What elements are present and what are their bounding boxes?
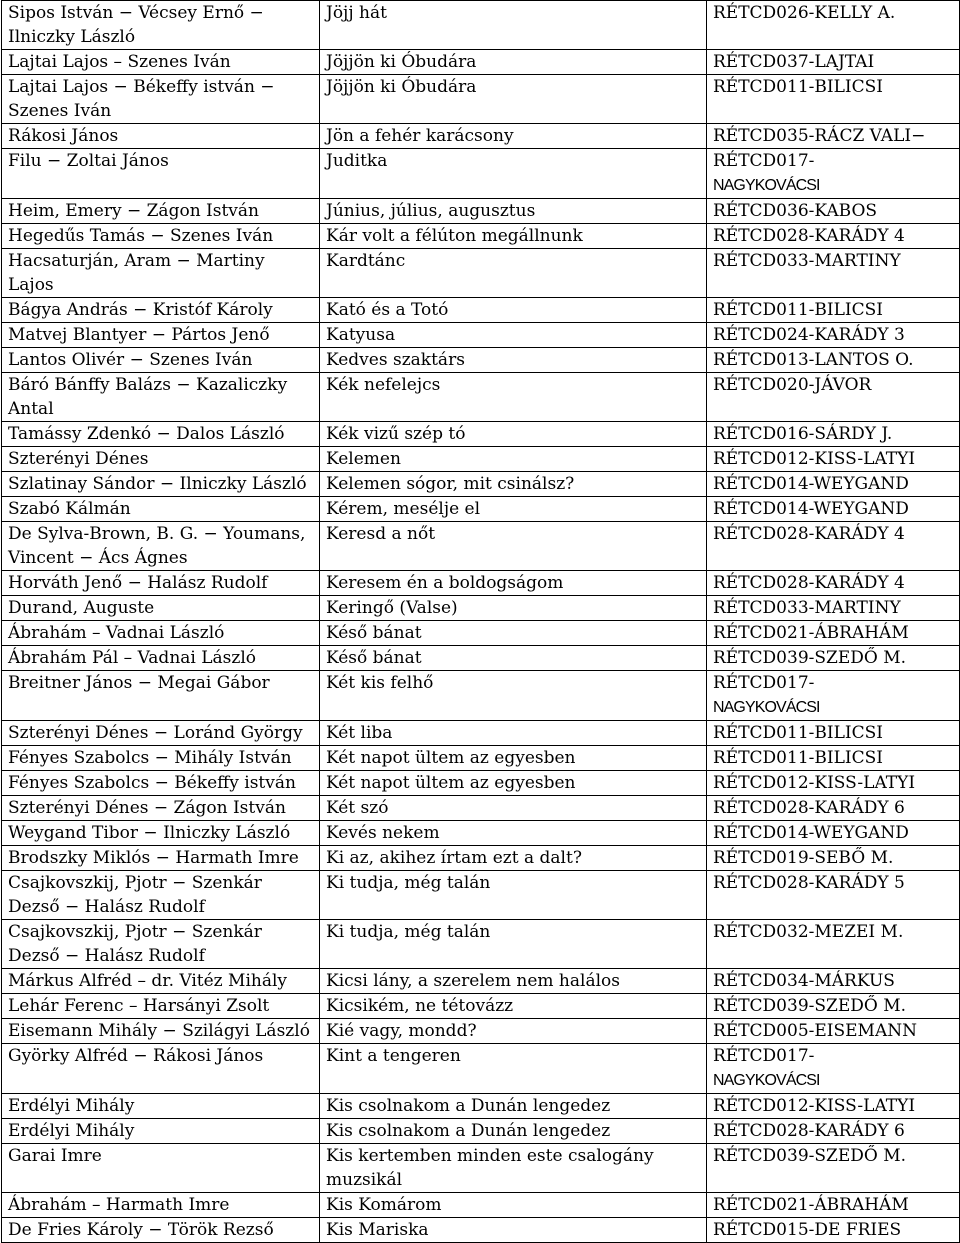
song-title-cell: Késő bánat: [320, 646, 707, 671]
cd-code-cell: RÉTCD028-KARÁDY 5: [707, 871, 960, 920]
composer-cell: Györky Alfréd − Rákosi János: [2, 1044, 320, 1094]
table-row: [2, 1144, 960, 1193]
table-row: [2, 75, 960, 124]
table-row: [2, 746, 960, 771]
cd-code-cell: RÉTCD036-KABOS: [707, 199, 960, 224]
cd-code-cell: RÉTCD014-WEYGAND: [707, 497, 960, 522]
cd-code-cell: RÉTCD039-SZEDŐ M.: [707, 646, 960, 671]
cd-code-cell: RÉTCD028-KARÁDY 4: [707, 224, 960, 249]
composer-cell: Breitner János − Megai Gábor: [2, 671, 320, 721]
cd-code-cell: RÉTCD011-BILICSI: [707, 721, 960, 746]
composer-cell: Hegedűs Tamás − Szenes Iván: [2, 224, 320, 249]
cd-code-cell: RÉTCD028-KARÁDY 4: [707, 522, 960, 571]
song-title-cell: Két napot ültem az egyesben: [320, 746, 707, 771]
composer-cell: Szterényi Dénes − Loránd György: [2, 721, 320, 746]
song-title-cell: Ki tudja, még talán: [320, 871, 707, 920]
cd-code-text: RÉTCD017-: [713, 1046, 815, 1066]
cd-code-cell: RÉTCD012-KISS-LATYI: [707, 771, 960, 796]
song-title-cell: Két szó: [320, 796, 707, 821]
composer-cell: Ábrahám – Vadnai László: [2, 621, 320, 646]
cd-code-continuation: NAGYKOVÁCSI: [713, 699, 820, 716]
table-row: [2, 1044, 960, 1094]
composer-cell: Erdélyi Mihály: [2, 1119, 320, 1144]
song-title-cell: Keresem én a boldogságom: [320, 571, 707, 596]
song-list-body: [2, 1, 960, 1243]
cd-code-cell: RÉTCD021-ÁBRAHÁM: [707, 621, 960, 646]
table-row: [2, 721, 960, 746]
cd-code-cell: RÉTCD005-EISEMANN: [707, 1019, 960, 1044]
song-title-cell: Kié vagy, mondd?: [320, 1019, 707, 1044]
composer-cell: Lajtai Lajos − Békeffy istván − Szenes Iván: [2, 75, 320, 124]
composer-cell: Heim, Emery − Zágon István: [2, 199, 320, 224]
table-row: [2, 522, 960, 571]
composer-cell: Szabó Kálmán: [2, 497, 320, 522]
song-title-cell: Kedves szaktárs: [320, 348, 707, 373]
table-row: [2, 969, 960, 994]
table-row: [2, 497, 960, 522]
song-title-cell: Jöjjön ki Óbudára: [320, 75, 707, 124]
composer-cell: Csajkovszkij, Pjotr − Szenkár Dezső − Halász Rudolf: [2, 920, 320, 969]
composer-cell: Szterényi Dénes − Zágon István: [2, 796, 320, 821]
song-title-cell: Kis csolnakom a Dunán lengedez: [320, 1094, 707, 1119]
composer-cell: Márkus Alfréd – dr. Vitéz Mihály: [2, 969, 320, 994]
cd-code-cell: RÉTCD012-KISS-LATYI: [707, 447, 960, 472]
table-row: [2, 1019, 960, 1044]
composer-cell: Sipos István − Vécsey Ernő − Ilniczky László: [2, 1, 320, 50]
composer-cell: Eisemann Mihály − Szilágyi László: [2, 1019, 320, 1044]
table-row: [2, 348, 960, 373]
table-row: [2, 373, 960, 422]
composer-cell: Durand, Auguste: [2, 596, 320, 621]
song-title-cell: Ki az, akihez írtam ezt a dalt?: [320, 846, 707, 871]
song-title-cell: Kicsikém, ne tétovázz: [320, 994, 707, 1019]
song-title-cell: Jön a fehér karácsony: [320, 124, 707, 149]
song-title-cell: Kis kertemben minden este csalogány muzsikál: [320, 1144, 707, 1193]
table-row: [2, 323, 960, 348]
song-title-cell: Két napot ültem az egyesben: [320, 771, 707, 796]
song-title-cell: Jöjj hát: [320, 1, 707, 50]
cd-code-cell: RÉTCD033-MARTINY: [707, 249, 960, 298]
song-title-cell: Jöjjön ki Óbudára: [320, 50, 707, 75]
composer-cell: Tamássy Zdenkó − Dalos László: [2, 422, 320, 447]
cd-code-cell: RÉTCD032-MEZEI M.: [707, 920, 960, 969]
table-row: [2, 1193, 960, 1218]
cd-code-cell: RÉTCD033-MARTINY: [707, 596, 960, 621]
composer-cell: Matvej Blantyer − Pártos Jenő: [2, 323, 320, 348]
composer-cell: Hacsaturján, Aram − Martiny Lajos: [2, 249, 320, 298]
cd-code-cell: RÉTCD039-SZEDŐ M.: [707, 1144, 960, 1193]
table-row: [2, 920, 960, 969]
cd-code-text: RÉTCD017-: [713, 673, 815, 693]
composer-cell: Csajkovszkij, Pjotr − Szenkár Dezső − Halász Rudolf: [2, 871, 320, 920]
song-title-cell: Kérem, mesélje el: [320, 497, 707, 522]
song-title-cell: Kicsi lány, a szerelem nem halálos: [320, 969, 707, 994]
cd-code-cell: RÉTCD039-SZEDŐ M.: [707, 994, 960, 1019]
composer-cell: Weygand Tibor − Ilniczky László: [2, 821, 320, 846]
cd-code-cell: RÉTCD014-WEYGAND: [707, 821, 960, 846]
cd-code-cell: [707, 149, 960, 199]
table-row: [2, 199, 960, 224]
table-row: [2, 1, 960, 50]
table-row: [2, 298, 960, 323]
cd-code-continuation: NAGYKOVÁCSI: [713, 177, 820, 194]
cd-code-cell: RÉTCD020-JÁVOR: [707, 373, 960, 422]
song-title-cell: Kelemen sógor, mit csinálsz?: [320, 472, 707, 497]
cd-code-cell: RÉTCD011-BILICSI: [707, 298, 960, 323]
cd-code-cell: RÉTCD019-SEBŐ M.: [707, 846, 960, 871]
song-title-cell: Két kis felhő: [320, 671, 707, 721]
song-list-table: [1, 0, 960, 1243]
composer-cell: De Sylva-Brown, B. G. − Youmans, Vincent − Ács Ágnes: [2, 522, 320, 571]
composer-cell: Garai Imre: [2, 1144, 320, 1193]
song-title-cell: Keresd a nőt: [320, 522, 707, 571]
cd-code-continuation: NAGYKOVÁCSI: [713, 1072, 820, 1089]
song-title-cell: Késő bánat: [320, 621, 707, 646]
table-row: [2, 50, 960, 75]
song-title-cell: Katyusa: [320, 323, 707, 348]
composer-cell: Filu − Zoltai János: [2, 149, 320, 199]
song-title-cell: Kis Komárom: [320, 1193, 707, 1218]
table-row: [2, 472, 960, 497]
song-title-cell: Június, július, augusztus: [320, 199, 707, 224]
table-row: [2, 422, 960, 447]
cd-code-cell: RÉTCD028-KARÁDY 4: [707, 571, 960, 596]
table-row: [2, 1094, 960, 1119]
song-title-cell: Kis csolnakom a Dunán lengedez: [320, 1119, 707, 1144]
cd-code-cell: RÉTCD011-BILICSI: [707, 75, 960, 124]
composer-cell: Ábrahám – Harmath Imre: [2, 1193, 320, 1218]
composer-cell: Fényes Szabolcs − Mihály István: [2, 746, 320, 771]
composer-cell: Báró Bánffy Balázs − Kazaliczky Antal: [2, 373, 320, 422]
table-row: [2, 571, 960, 596]
song-title-cell: Kék vizű szép tó: [320, 422, 707, 447]
song-title-cell: Kelemen: [320, 447, 707, 472]
cd-code-cell: [707, 1044, 960, 1094]
cd-code-cell: RÉTCD021-ÁBRAHÁM: [707, 1193, 960, 1218]
composer-cell: Lehár Ferenc – Harsányi Zsolt: [2, 994, 320, 1019]
composer-cell: Bágya András − Kristóf Károly: [2, 298, 320, 323]
cd-code-cell: RÉTCD016-SÁRDY J.: [707, 422, 960, 447]
song-title-cell: Keringő (Valse): [320, 596, 707, 621]
composer-cell: Horváth Jenő − Halász Rudolf: [2, 571, 320, 596]
cd-code-cell: RÉTCD028-KARÁDY 6: [707, 1119, 960, 1144]
song-title-cell: Kató és a Totó: [320, 298, 707, 323]
cd-code-text: RÉTCD017-: [713, 151, 815, 171]
table-row: [2, 846, 960, 871]
song-title-cell: Kardtánc: [320, 249, 707, 298]
table-row: [2, 224, 960, 249]
composer-cell: Ábrahám Pál – Vadnai László: [2, 646, 320, 671]
song-title-cell: Kár volt a félúton megállnunk: [320, 224, 707, 249]
table-row: [2, 994, 960, 1019]
song-title-cell: Kevés nekem: [320, 821, 707, 846]
song-title-cell: Ki tudja, még talán: [320, 920, 707, 969]
cd-code-cell: RÉTCD011-BILICSI: [707, 746, 960, 771]
table-row: [2, 1218, 960, 1243]
song-title-cell: Kint a tengeren: [320, 1044, 707, 1094]
cd-code-cell: RÉTCD024-KARÁDY 3: [707, 323, 960, 348]
table-row: [2, 821, 960, 846]
song-title-cell: Kis Mariska: [320, 1218, 707, 1243]
table-row: [2, 596, 960, 621]
cd-code-cell: RÉTCD026-KELLY A.: [707, 1, 960, 50]
cd-code-cell: RÉTCD028-KARÁDY 6: [707, 796, 960, 821]
cd-code-cell: RÉTCD037-LAJTAI: [707, 50, 960, 75]
composer-cell: Szlatinay Sándor − Ilniczky László: [2, 472, 320, 497]
table-row: [2, 447, 960, 472]
cd-code-cell: RÉTCD013-LANTOS O.: [707, 348, 960, 373]
table-row: [2, 621, 960, 646]
song-title-cell: Juditka: [320, 149, 707, 199]
composer-cell: Rákosi János: [2, 124, 320, 149]
cd-code-cell: RÉTCD015-DE FRIES: [707, 1218, 960, 1243]
cd-code-cell: [707, 671, 960, 721]
composer-cell: Lantos Olivér − Szenes Iván: [2, 348, 320, 373]
composer-cell: Brodszky Miklós − Harmath Imre: [2, 846, 320, 871]
composer-cell: Szterényi Dénes: [2, 447, 320, 472]
composer-cell: Fényes Szabolcs − Békeffy istván: [2, 771, 320, 796]
cd-code-cell: RÉTCD034-MÁRKUS: [707, 969, 960, 994]
composer-cell: Lajtai Lajos – Szenes Iván: [2, 50, 320, 75]
table-row: [2, 871, 960, 920]
table-row: [2, 124, 960, 149]
cd-code-cell: RÉTCD035-RÁCZ VALI−: [707, 124, 960, 149]
table-row: [2, 1119, 960, 1144]
song-title-cell: Két liba: [320, 721, 707, 746]
table-row: [2, 149, 960, 199]
table-row: [2, 771, 960, 796]
cd-code-cell: RÉTCD012-KISS-LATYI: [707, 1094, 960, 1119]
table-row: [2, 671, 960, 721]
composer-cell: Erdélyi Mihály: [2, 1094, 320, 1119]
table-row: [2, 249, 960, 298]
composer-cell: De Fries Károly − Török Rezső: [2, 1218, 320, 1243]
cd-code-cell: RÉTCD014-WEYGAND: [707, 472, 960, 497]
table-row: [2, 796, 960, 821]
song-title-cell: Kék nefelejcs: [320, 373, 707, 422]
table-row: [2, 646, 960, 671]
